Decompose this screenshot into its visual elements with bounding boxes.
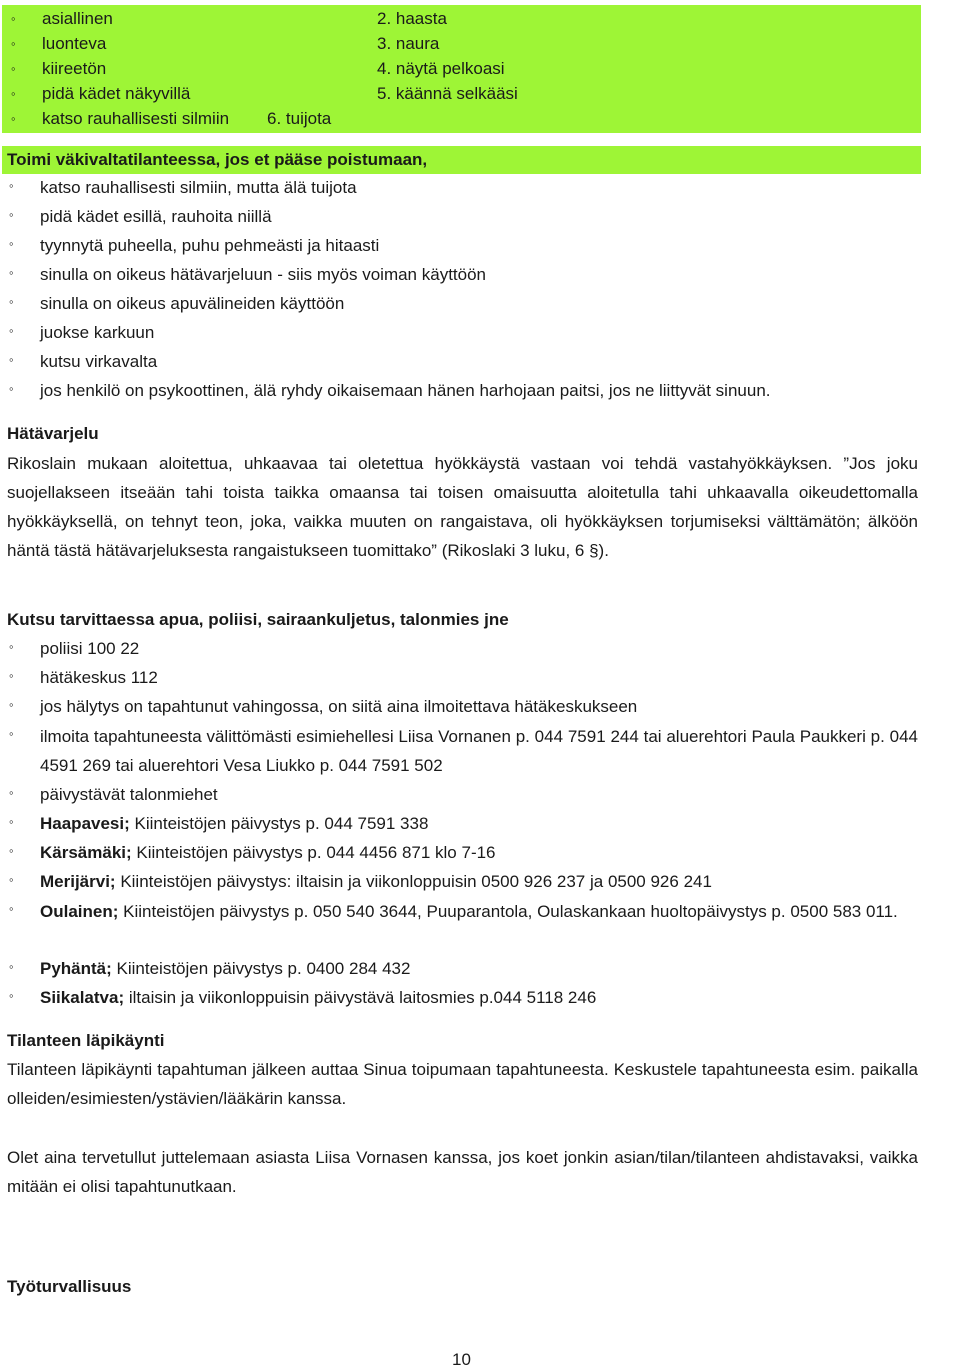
item-text: Kiinteistöjen päivystys: iltaisin ja viikonloppuisin 0500 926 237 ja 0500 926 241 [115, 872, 712, 891]
paragraph: Rikoslain mukaan aloitettua, uhkaavaa tai oletettua hyökkäystä vastaan voi tehdä vastahyökkäyksen. ”Jos joku suojellakseen itseään tahi toista taikka omaansa tai toisen omaisuutta aloitetulla tahi uhkaavalla oikeudettomalla hyökkäyksellä, on tehnyt teon, joka, vaikka muuten on rangaistava, oli hyökkäyksen torjumiseksi välttämätön; älköön häntä tästä hätävarjeluksesta rangaistukseen tuomittako” (Rikoslaki 3 luku, 6 §). [7, 454, 918, 560]
section-heading: Toimi väkivaltatilanteessa, jos et pääse poistumaan, [7, 150, 428, 169]
item-label: Siikalatva; [40, 988, 125, 1007]
bullet-icon: ◦ [9, 352, 14, 367]
bullet-icon: ◦ [9, 323, 14, 338]
bullet-icon: ◦ [11, 61, 16, 76]
paragraph: Olet aina tervetullut juttelemaan asiasta Liisa Vornasen kanssa, jos koet jonkin asian/tilan/tilanteen ahdistavaksi, vaikka mitään ei olisi tapahtunutkaan. [7, 1148, 918, 1196]
dont-item: 6. tuijota [267, 109, 332, 128]
item-text: ilmoita tapahtuneesta välittömästi esimiehellesi Liisa Vornanen p. 044 7591 244 tai aluerehtori Paula Paukkeri p. 044 4591 269 tai aluerehtori Vesa Liukko p. 044 7591 502 [40, 727, 918, 775]
item-text: Kiinteistöjen päivystys p. 044 4456 871 klo 7-16 [131, 843, 496, 862]
bullet-icon: ◦ [9, 207, 14, 222]
item-text: katso rauhallisesti silmiin, mutta älä tuijota [40, 178, 357, 197]
item-label: Kärsämäki; [40, 843, 132, 862]
item-text: jos hälytys on tapahtunut vahingossa, on siitä aina ilmoitettava hätäkeskukseen [40, 697, 638, 716]
item-label: Haapavesi; [40, 814, 130, 833]
bullet-icon: ◦ [11, 11, 16, 26]
item-text: iltaisin ja viikonloppuisin päivystävä laitosmies p.044 5118 246 [124, 988, 597, 1007]
do-item: katso rauhallisesti silmiin [42, 109, 230, 128]
item-text: kutsu virkavalta [40, 352, 158, 371]
bullet-icon: ◦ [9, 901, 14, 916]
bullet-icon: ◦ [9, 843, 14, 858]
item-text: juokse karkuun [40, 323, 155, 342]
item-text: poliisi 100 22 [40, 639, 140, 658]
bullet-icon: ◦ [9, 178, 14, 193]
bullet-icon: ◦ [11, 36, 16, 51]
item-label: Oulainen; [40, 902, 119, 921]
bullet-icon: ◦ [9, 959, 14, 974]
item-text: Kiinteistöjen päivystys p. 0400 284 432 [111, 959, 411, 978]
item-label: Pyhäntä; [40, 959, 112, 978]
bullet-icon: ◦ [9, 236, 14, 251]
dont-item: 4. näytä pelkoasi [377, 59, 505, 78]
item-text: päivystävät talonmiehet [40, 785, 218, 804]
item-text: Kiinteistöjen päivystys p. 050 540 3644, Puuparantola, Oulaskankaan huoltopäivystys p. 0500 583 011. [118, 902, 898, 921]
bullet-icon: ◦ [9, 639, 14, 654]
item-label: Merijärvi; [40, 872, 116, 891]
bullet-icon: ◦ [9, 988, 14, 1003]
highlight-box [2, 5, 921, 133]
item-text: sinulla on oikeus hätävarjeluun - siis myös voiman käyttöön [40, 265, 487, 284]
bullet-icon: ◦ [9, 726, 14, 741]
item-text: pidä kädet esillä, rauhoita niillä [40, 207, 272, 226]
bullet-icon: ◦ [9, 668, 14, 683]
do-item: asiallinen [42, 9, 113, 28]
item-text: jos henkilö on psykoottinen, älä ryhdy oikaisemaan hänen harhojaan paitsi, jos ne liittyvät sinuun. [40, 381, 771, 400]
item-text: Kiinteistöjen päivystys p. 044 7591 338 [129, 814, 429, 833]
do-item: pidä kädet näkyvillä [42, 84, 191, 103]
dont-item: 5. käännä selkääsi [377, 84, 518, 103]
dont-item: 2. haasta [377, 9, 447, 28]
bullet-icon: ◦ [9, 697, 14, 712]
item-text: tyynnytä puheella, puhu pehmeästi ja hitaasti [40, 236, 380, 255]
bullet-icon: ◦ [9, 814, 14, 829]
section-heading: Tilanteen läpikäynti [7, 1031, 165, 1050]
do-item: luonteva [42, 34, 107, 53]
item-text [40, 722, 918, 780]
bullet-icon: ◦ [11, 86, 16, 101]
bullet-icon: ◦ [9, 265, 14, 280]
bullet-icon: ◦ [9, 785, 14, 800]
item-text: hätäkeskus 112 [40, 668, 158, 687]
item-text [40, 897, 918, 926]
section-heading: Hätävarjelu [7, 424, 99, 443]
section-heading: Työturvallisuus [7, 1277, 132, 1296]
paragraph: Tilanteen läpikäynti tapahtuman jälkeen auttaa Sinua toipumaan tapahtuneesta. Keskustele tapahtuneesta esim. paikalla olleiden/esimiesten/ystävien/lääkärin kanssa. [7, 1060, 918, 1108]
bullet-icon: ◦ [9, 872, 14, 887]
do-item: kiireetön [42, 59, 107, 78]
bullet-icon: ◦ [9, 381, 14, 396]
page-number: 10 [452, 1350, 471, 1369]
section-heading: Kutsu tarvittaessa apua, poliisi, sairaankuljetus, talonmies jne [7, 610, 509, 629]
bullet-icon: ◦ [11, 111, 16, 126]
dont-item: 3. naura [377, 34, 440, 53]
bullet-icon: ◦ [9, 294, 14, 309]
item-text: sinulla on oikeus apuvälineiden käyttöön [40, 294, 345, 313]
